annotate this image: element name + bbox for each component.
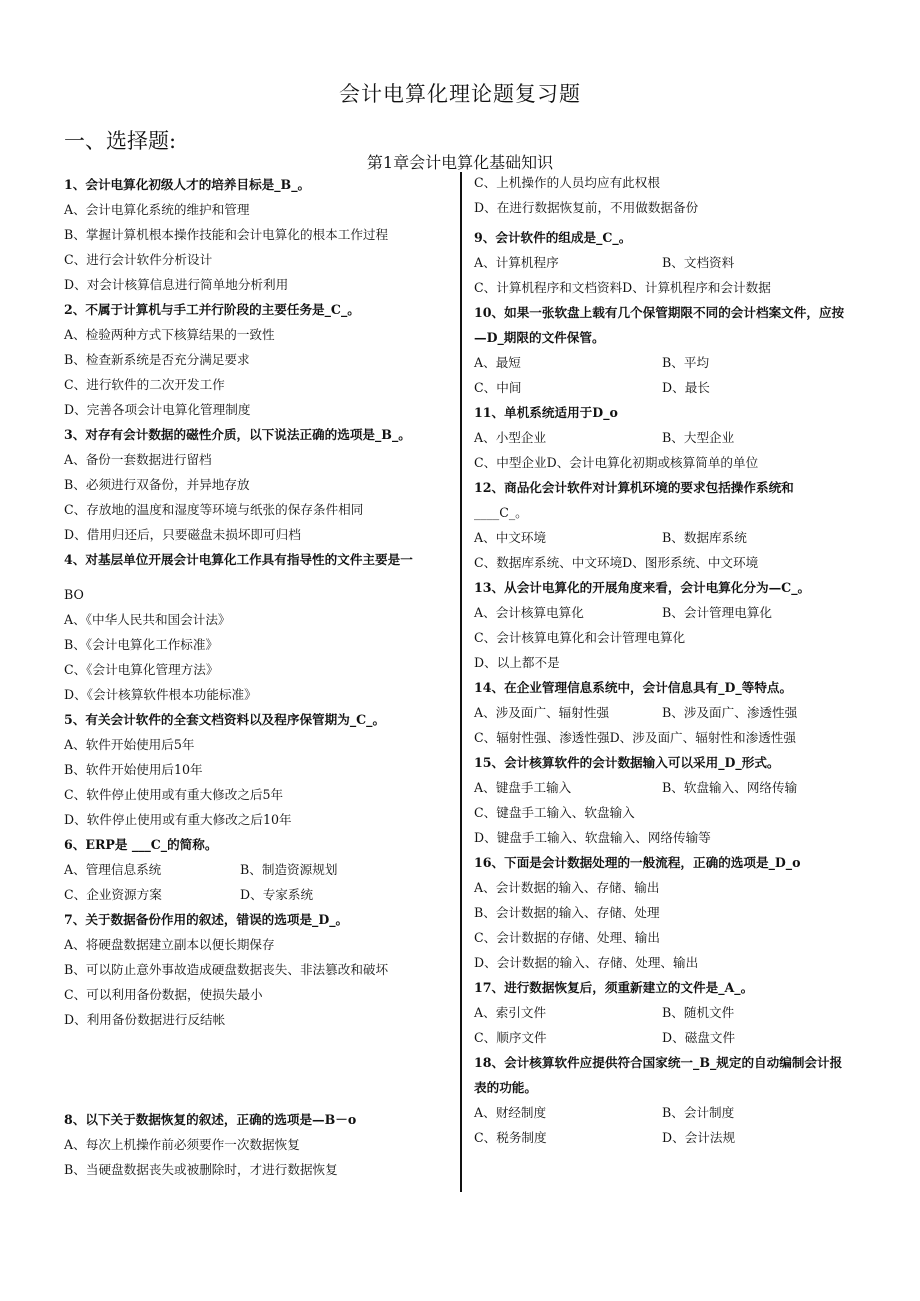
option: B、会计管理电算化 bbox=[662, 605, 773, 620]
option: A、会计电算化系统的维护和管理 bbox=[64, 202, 250, 217]
option: A、检验两种方式下核算结果的一致性 bbox=[64, 327, 275, 342]
option: B、可以防止意外事故造成硬盘数据丧失、非法篡改和破坏 bbox=[64, 962, 389, 977]
option-row bbox=[474, 350, 854, 375]
option: C、存放地的温度和湿度等环境与纸张的保存条件相同 bbox=[64, 502, 364, 517]
option: C、上机操作的人员均应有此权根 bbox=[474, 175, 660, 190]
question-4-continuation: BO bbox=[64, 587, 84, 602]
option: A、涉及面广、辐射性强 bbox=[474, 705, 610, 720]
question-16: 16、下面是会计数据处理的一般流程，正确的选项是_D_o bbox=[474, 855, 801, 870]
question-12: 12、商品化会计软件对计算机环境的要求包括操作系统和 bbox=[474, 480, 794, 495]
option: C、键盘手工输入、软盘输入 bbox=[474, 805, 635, 820]
option-row bbox=[474, 775, 854, 800]
option: B、会计数据的输入、存储、处理 bbox=[474, 905, 660, 920]
blank-space bbox=[64, 1082, 450, 1107]
option: D、会计数据的输入、存储、处理、输出 bbox=[474, 955, 699, 970]
question-4: 4、对基层单位开展会计电算化工作具有指导性的文件主要是一 bbox=[64, 552, 413, 567]
option: C、会计核算电算化和会计管理电算化 bbox=[474, 630, 686, 645]
blank-space bbox=[64, 1032, 450, 1082]
option: A、会计数据的输入、存储、输出 bbox=[474, 880, 660, 895]
option: D、软件停止使用或有重大修改之后10年 bbox=[64, 812, 292, 827]
option: C、计算机程序和文档资料D、计算机程序和会计数据 bbox=[474, 280, 771, 295]
question-11: 11、单机系统适用于D_o bbox=[474, 405, 618, 420]
option: A、财经制度 bbox=[474, 1105, 547, 1120]
option: D、键盘手工输入、软盘输入、网络传输等 bbox=[474, 830, 711, 845]
option-row bbox=[474, 250, 854, 275]
option: A、会计核算电算化 bbox=[474, 605, 584, 620]
option: B、检查新系统是否充分满足要求 bbox=[64, 352, 250, 367]
option: C、进行会计软件分析设计 bbox=[64, 252, 213, 267]
option: D、磁盘文件 bbox=[662, 1030, 736, 1045]
option: C、顺序文件 bbox=[474, 1030, 547, 1045]
option: B、平均 bbox=[662, 355, 710, 370]
option: D、完善各项会计电算化管理制度 bbox=[64, 402, 251, 417]
option: C、税务制度 bbox=[474, 1130, 547, 1145]
section-heading: 一、选择题: bbox=[64, 129, 177, 153]
option: B、涉及面广、渗透性强 bbox=[662, 705, 798, 720]
option-row bbox=[474, 375, 854, 400]
column-divider bbox=[460, 172, 462, 1192]
option: A、最短 bbox=[474, 355, 521, 370]
option: C、企业资源方案 bbox=[64, 887, 162, 902]
option: C、中型企业D、会计电算化初期或核算简单的单位 bbox=[474, 455, 759, 470]
option: B、大型企业 bbox=[662, 430, 735, 445]
question-14: 14、在企业管理信息系统中，会计信息具有_D_等特点。 bbox=[474, 680, 793, 695]
option: D、利用备份数据进行反结帐 bbox=[64, 1012, 226, 1027]
option: A、软件开始使用后5年 bbox=[64, 737, 195, 752]
option: D、专家系统 bbox=[240, 887, 314, 902]
option: A、管理信息系统 bbox=[64, 862, 162, 877]
question-5: 5、有关会计软件的全套文档资料以及程序保管期为_C_。 bbox=[64, 712, 386, 727]
question-1: 1、会计电算化初级人才的培养目标是_B_。 bbox=[64, 177, 311, 192]
option: A、中文环境 bbox=[474, 530, 547, 545]
question-3: 3、对存有会计数据的磁性介质，以下说法正确的选项是_B_。 bbox=[64, 427, 411, 442]
option: D、对会计核算信息进行简单地分析利用 bbox=[64, 277, 289, 292]
option-row bbox=[474, 1125, 854, 1150]
option: A、计算机程序 bbox=[474, 255, 559, 270]
option: B、软盘输入、网络传输 bbox=[662, 780, 798, 795]
option: D、会计法规 bbox=[662, 1130, 736, 1145]
option: D、以上都不是 bbox=[474, 655, 560, 670]
option: B、当硬盘数据丧失或被删除时，才进行数据恢复 bbox=[64, 1162, 338, 1177]
question-10: 10、如果一张软盘上载有几个保管期限不同的会计档案文件，应按—D_期限的文件保管。 bbox=[474, 305, 845, 345]
right-column bbox=[474, 172, 854, 1150]
question-2: 2、不属于计算机与手工并行阶段的主要任务是_C_。 bbox=[64, 302, 360, 317]
chapter-heading: 第1章会计电算化基础知识 bbox=[366, 153, 554, 172]
option: B、文档资料 bbox=[662, 255, 735, 270]
option: B、软件开始使用后10年 bbox=[64, 762, 203, 777]
option-row bbox=[64, 857, 450, 882]
document-title: 会计电算化理论题复习题 bbox=[339, 82, 581, 106]
option: A、备份一套数据进行留档 bbox=[64, 452, 212, 467]
option: B、必须进行双备份，并异地存放 bbox=[64, 477, 250, 492]
option: A、键盘手工输入 bbox=[474, 780, 572, 795]
option: D、借用归还后，只要磁盘未损坏即可归档 bbox=[64, 527, 301, 542]
option: B、数据库系统 bbox=[662, 530, 747, 545]
option: D、在进行数据恢复前，不用做数据备份 bbox=[474, 200, 699, 215]
question-8: 8、以下关于数据恢复的叙述，正确的选项是—B－o bbox=[64, 1112, 357, 1127]
left-column bbox=[64, 172, 450, 1182]
option: A、将硬盘数据建立副本以便长期保存 bbox=[64, 937, 275, 952]
option-row bbox=[474, 700, 854, 725]
option: C、进行软件的二次开发工作 bbox=[64, 377, 225, 392]
option: A、小型企业 bbox=[474, 430, 547, 445]
option: C、中间 bbox=[474, 380, 522, 395]
option: B、《会计电算化工作标准》 bbox=[64, 637, 219, 652]
option-row bbox=[474, 425, 854, 450]
option-row bbox=[474, 1000, 854, 1025]
option: C、软件停止使用或有重大修改之后5年 bbox=[64, 787, 284, 802]
option: D、《会计核算软件根本功能标准》 bbox=[64, 687, 257, 702]
option: C、数据库系统、中文环境D、图形系统、中文环境 bbox=[474, 555, 759, 570]
question-18: 18、会计核算软件应提供符合国家统一_B_规定的自动编制会计报表的功能。 bbox=[474, 1055, 843, 1095]
option-row bbox=[474, 525, 854, 550]
option: A、索引文件 bbox=[474, 1005, 547, 1020]
option: B、会计制度 bbox=[662, 1105, 735, 1120]
question-17: 17、进行数据恢复后，须重新建立的文件是_A_。 bbox=[474, 980, 754, 995]
option: C、辐射性强、渗透性强D、涉及面广、辐射性和渗透性强 bbox=[474, 730, 796, 745]
option-row bbox=[474, 1025, 854, 1050]
question-9: 9、会计软件的组成是_C_。 bbox=[474, 230, 632, 245]
option: B、制造资源规划 bbox=[240, 862, 338, 877]
option: B、随机文件 bbox=[662, 1005, 735, 1020]
option: B、掌握计算机根本操作技能和会计电算化的根本工作过程 bbox=[64, 227, 389, 242]
option: A、《中华人民共和国会计法》 bbox=[64, 612, 231, 627]
question-13: 13、从会计电算化的开展角度来看，会计电算化分为—C_。 bbox=[474, 580, 811, 595]
question-12-continuation: ____C_。 bbox=[474, 505, 528, 520]
question-7: 7、关于数据备份作用的叙述，错误的选项是_D_。 bbox=[64, 912, 349, 927]
option: A、每次上机操作前必须要作一次数据恢复 bbox=[64, 1137, 300, 1152]
question-6: 6、ERP是 ___C_的简称。 bbox=[64, 837, 218, 852]
option-row bbox=[64, 882, 450, 907]
question-15: 15、会计核算软件的会计数据输入可以采用_D_形式。 bbox=[474, 755, 780, 770]
option: C、可以利用备份数据，使损失最小 bbox=[64, 987, 263, 1002]
option: C、《会计电算化管理方法》 bbox=[64, 662, 219, 677]
option: C、会计数据的存储、处理、输出 bbox=[474, 930, 660, 945]
option-row bbox=[474, 600, 854, 625]
option-row bbox=[474, 1100, 854, 1125]
option: D、最长 bbox=[662, 380, 710, 395]
